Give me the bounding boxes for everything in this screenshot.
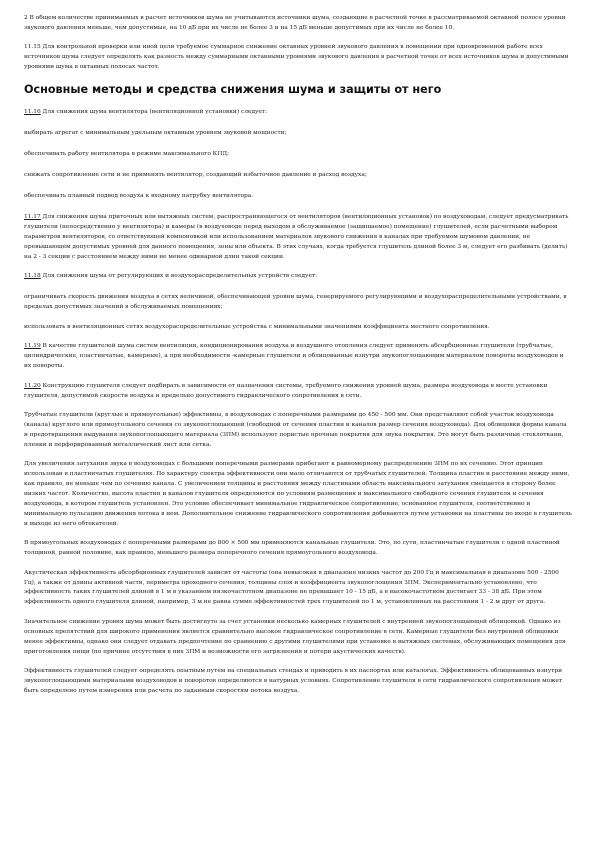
paragraph-item <box>24 667 572 697</box>
paragraph-text: Для снижения шума от регулирующих и воздухораспределительных устройств следует: <box>40 273 318 280</box>
paragraph-text: обеспечивать работу вентилятора в режиме максимального КПД; <box>24 150 230 157</box>
paragraph-11-20 <box>24 382 572 402</box>
paragraph-text: ограничивать скорость движения воздуха в сетях величиной, обеспечивающей уровни шума, генерируемого регулирующими и воздухораспределительными устройствами, в пределах допустимых значений в обслуживаемых помещениях; <box>24 294 567 311</box>
paragraph-text: снижать сопротивление сети и не применять вентилятор, создающий избыточное давление и расход воздуха; <box>24 172 367 178</box>
paragraph-text: Трубчатые глушители (круглые и прямоугольные) эффективны, в воздуховодах с поперечными размерами до 450 - 500 мм. Они представляют собой участок воздуховода (канала) круглого или прямоугольного сечения со звукопоглощающей (свободной от сечения пластин и каналов размер сечения воздуховода). Для облицовки формы канала и предотвращения выдувания звукопоглощающего материала (ЗПМ) используют пористые прочные покрытия для звука покрытия. Это могут быть различные стеклоткани, пленки и перфорированный металлический лист или сетка. <box>24 412 567 448</box>
paragraph-11-17 <box>24 213 572 263</box>
paragraph-text: Акустическая эффективность абсорбционных глушителей зависит от частоты (она невысокая в диапазоне низких частот до 200 Гц и максимальная в диапазоне 500 - 2500 Гц), а также от длины активной части, периметра проходного сечения, толщины слоя и коэффициента звукопоглощения ЗПМ. Экспериментально установлено, что эффективность таких глушителей длиной в 1 м в указанном низкочастотном диапазоне не превышает 10 - 15 дБ, а в высокочастотном достигает 33 - 38 дБ. При этом эффективность одного глушителя длиной, например, 3 м не равна сумме эффективностей трех глушителей по 1 м, установленных на расстоянии 1 - 2 м друг от друга. <box>24 569 559 606</box>
paragraph-item <box>24 323 572 333</box>
paragraph-text: Для увеличения затухания звука в воздуховодах с большими поперечными размерами прибегают к равномерному распределению ЗПМ по их сечению. Этот принцип использован в пластинчатых глушителях. По характеру спектра эффективности они мало отличаются от трубчатых глушителей. Толщина пластин и расстояние между ними, как правило, не меньше чем по сечению канала. С увеличением толщины и расстояния между пластинами область максимального затухания смещается в сторону более низких частот. Количество, высота пластин и каналов глушителя определяются по условиям размещения и максимального свободного сечения глушителя и сечения воздуховода, в котором глушитель установлен. Это условие обеспечивает минимальное гидравлическое сопротивление, основанное глушителя, соответственно и минимальную пульсацию движения потока в нем. Дополнительное снижение гидравлического сопротивления добиваются путем установки на пластины по входе в глушитель и выходе из него обтекателей. <box>24 461 572 527</box>
paragraph-11-15: 11.15 Для контрольной проверки или иной цели требуемое суммарное снижение октавных уровней звукового давления в помещении при одновременной работе всех источников шума следует определять как разность между суммарными октавными уровнями звукового давления в расчетной точке от всех источников шума и допустимыми уровнями шума в октавных полосах частот. <box>24 44 569 71</box>
paragraph-11-18 <box>24 272 572 282</box>
paragraph-number: 11.17 <box>24 214 41 221</box>
paragraph-item <box>24 411 572 451</box>
paragraph-text: использовать в вентиляционных сетях воздухораспределительные устройства с минимальными значениями коэффициента местного сопротивления. <box>24 323 490 330</box>
paragraph-item <box>24 150 572 160</box>
paragraph-number: 11.18 <box>24 273 41 280</box>
paragraph-item <box>24 460 572 529</box>
paragraph-11-19 <box>24 342 572 372</box>
paragraph-text: обеспечивать плавный подвод воздуха к входному патрубку вентилятора. <box>24 193 254 200</box>
paragraph-item <box>24 293 572 313</box>
paragraph-11-16 <box>24 108 572 118</box>
paragraph-text: Для снижения шума вентилятора (вентиляционной установки) следует: <box>40 108 268 115</box>
paragraph-list <box>24 108 572 697</box>
paragraph-text: Для снижения шума приточных или вытяжных систем, распространяющегося от вентиляторов (вентиляционных установок) по воздуховодам, следует предусматривать глушители (непосредственно у вентилятора) и камеры (в воздуховоде перед выходом в обслуживаемое (защищаемое) помещение) глушителей, если расчетными выбором параметров вентиляторов, со ответствующей компоновкой или использованием материалов звукового снижения в каналах при требуемом шумовом давлении, не превышающем допустимых уровней для данного помещения, зоны или объекта. В этих случаях, когда требуется глушитель длиной более 3 м, следует его разбивать (делить) на 2 - 3 секции с расстоянием между ними не менее одинарной длин такой секции. <box>24 214 569 260</box>
paragraph-item <box>24 618 572 658</box>
paragraph-text: выбирать агрегат с минимальным удельным октавным уровнем звуковой мощности; <box>24 129 287 136</box>
paragraph-text: В прямоугольных воздуховодах с поперечными размерами до 800 × 500 мм применяются канальные глушители. Это, по сути, пластинчатые глушители с одной пластиной толщиной, равной половине, как правило, меньшего размера поперечного сечения прямоугольного воздуховода. <box>24 540 560 557</box>
paragraph-number: 11.16 <box>24 108 41 115</box>
paragraph-item <box>24 192 572 202</box>
section-heading: Основные методы и средства снижения шума и защиты от него <box>24 82 442 96</box>
paragraph-text: В качестве глушителей шума систем вентиляции, кондиционирования воздуха и воздушного отопления следует применять абсорбционные глушители (трубчатые, цилиндрические, пластинчатые, камерные), а при необходимости -камерные глушители и облицованные изнутри звукопоглощающим материалом повороты воздуховодов и их повороты. <box>24 343 564 370</box>
paragraph-text: Эффективность глушителей следует определять опытным путем на специальных стендах и приводить в их паспортах или каталогах. Эффективность облицованных изнутри звукопоглощающими материалами воздуховодов и поворотов определяются в натурных условиях. Сопротивление глушителя в сети гидравлического сопротивления может быть определено путем измерения или расчета по заданным скоростям потока воздуха. <box>24 668 563 694</box>
paragraph-item <box>24 129 572 139</box>
paragraph-note-2: 2 В общем количестве принимаемых в расчет источников шума не учитываются источники шума, создающие в расчетной точке в рассматриваемой октавной полосе уровни звукового давления меньше, чем допустимые, на 10 дБ при их числе не более 3 и на 15 дБ меньше допустимых при их числе не более 10. <box>24 15 566 31</box>
paragraph-number: 11.20 <box>24 382 41 389</box>
paragraph-item <box>24 171 572 181</box>
paragraph-number: 11.19 <box>24 343 41 350</box>
paragraph-item <box>24 569 572 609</box>
paragraph-text: Значительное снижение уровня шума может быть достигнуто за счет установки несколько камерных глушителей с внутренней звукопоглощающей облицовкой. Однако из основных препятствий для широкого применения является сравнительно высокое гидравлическое сопротивление в сети. Камерные глушители без внутренней облицовки менее эффективны, однако они следует отдавать предпочтение по сравнению с другими глушителями при установке в вытяжных системах, обслуживающих помещения для приготовления пищи (по причине отсутствия в них ЗПМ и возможности его загрязнения и потери акустических качеств). <box>24 618 566 655</box>
paragraph-item <box>24 539 572 559</box>
paragraph-text: Конструкцию глушителя следует подбирать в зависимости от назначения системы, требуемого снижения уровней шума, размера воздуховода в месте установки глушителя, допустимой скорости воздуха и предельно допустимого гидравлического сопротивления в сети. <box>24 382 548 399</box>
document-page <box>24 14 572 706</box>
